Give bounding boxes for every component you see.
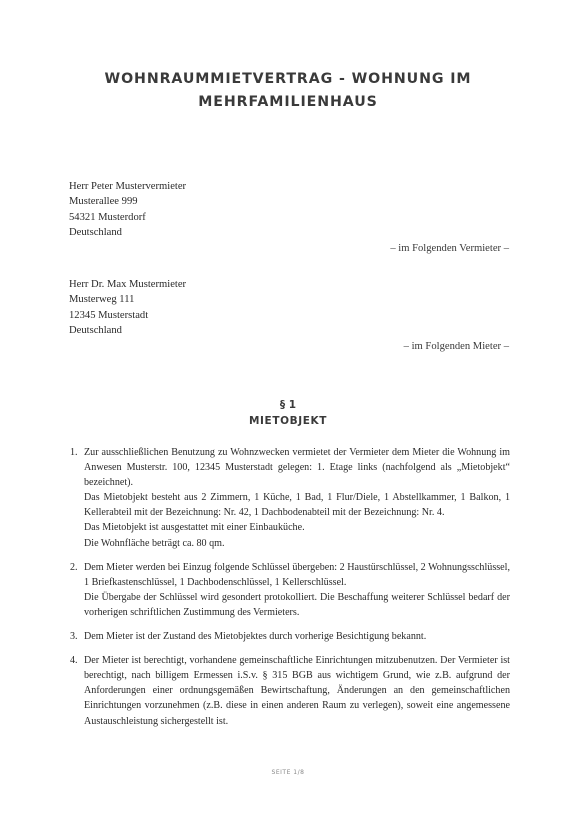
clause-item bbox=[70, 445, 510, 551]
tenant-block bbox=[69, 277, 509, 354]
clause-paragraph: Die Übergabe der Schlüssel wird gesondert protokolliert. Die Beschaffung weiterer Schlüssel bedarf der vorherigen schriftlichen Zustimmung des Vermieters. bbox=[84, 591, 510, 618]
clause-item bbox=[70, 629, 510, 644]
landlord-name: Herr Peter Mustervermieter bbox=[69, 181, 187, 192]
tenant-country: Deutschland bbox=[69, 325, 122, 337]
clause-paragraph: Das Mietobjekt besteht aus 2 Zimmern, 1 Küche, 1 Bad, 1 Flur/Diele, 1 Abstellkammer, 1 Balkon, 1 Kellerabteil mit der Bezeichnung: Nr. 42, 1 Dachbodenabteil mit der Bezeichnung: Nr. 4. bbox=[84, 492, 510, 519]
clause-paragraph: Das Mietobjekt ist ausgestattet mit einer Einbauküche. bbox=[84, 522, 305, 534]
clause-number: 3. bbox=[70, 631, 78, 643]
clause-number: 4. bbox=[70, 655, 78, 667]
clause-paragraph: Dem Mieter ist der Zustand des Mietobjektes durch vorherige Besichtigung bekannt. bbox=[84, 631, 427, 643]
clause-list bbox=[70, 445, 510, 738]
clause-paragraph: Die Wohnfläche beträgt ca. 80 qm. bbox=[84, 537, 225, 549]
tenant-role: – im Folgenden Mieter – bbox=[403, 340, 509, 352]
landlord-country: Deutschland bbox=[69, 227, 122, 239]
clause-item bbox=[70, 653, 510, 728]
tenant-city: 12345 Musterstadt bbox=[69, 309, 149, 321]
section-number: § 1 bbox=[279, 399, 297, 411]
clause-item bbox=[70, 560, 510, 620]
clause-paragraph: Dem Mieter werden bei Einzug folgende Schlüssel übergeben: 2 Haustürschlüssel, 2 Wohnungsschlüssel, 1 Briefkastenschlüssel, 1 Dachbodenschlüssel, 1 Kellerschlüssel. bbox=[84, 561, 510, 588]
landlord-city: 54321 Musterdorf bbox=[69, 211, 146, 223]
tenant-name: Herr Dr. Max Mustermieter bbox=[69, 279, 187, 290]
page-footer: SEITE 1/8 bbox=[271, 769, 305, 776]
tenant-street: Musterweg 111 bbox=[69, 294, 135, 306]
document-title bbox=[0, 68, 576, 114]
section-title: MIETOBJEKT bbox=[249, 415, 327, 427]
clause-paragraph: Der Mieter ist berechtigt, vorhandene gemeinschaftliche Einrichtungen mitzubenutzen. Der Vermieter ist berechtigt, nach billigem Ermessen i.S.v. § 315 BGB aus wichtigem Grund, wie z.B. aufgrund der Anforderungen einer ordnungsgemäßen Bewirtschaftung, Änderungen an den gemeinschaftlichen Einrichtungen vorzunehmen (z.B. diese in einen anderen Raum zu verlegen), soweit eine angemessene Austauschleistung sichergestellt ist. bbox=[84, 655, 510, 727]
landlord-block bbox=[69, 179, 509, 256]
title-line-2: MEHRFAMILIENHAUS bbox=[198, 94, 378, 110]
landlord-role: – im Folgenden Vermieter – bbox=[390, 242, 509, 254]
clause-number: 2. bbox=[70, 561, 78, 573]
landlord-street: Musterallee 999 bbox=[69, 196, 138, 208]
clause-number: 1. bbox=[70, 447, 78, 458]
clause-paragraph: Zur ausschließlichen Benutzung zu Wohnzwecken vermietet der Vermieter dem Mieter die Wohnung im Anwesen Musterstr. 100, 12345 Musterstadt gelegen: 1. Etage links (nachfolgend als „Mietobjekt“ bezeichnet). bbox=[84, 447, 510, 489]
title-line-1: WOHNRAUMMIETVERTRAG - WOHNUNG IM bbox=[104, 71, 472, 87]
